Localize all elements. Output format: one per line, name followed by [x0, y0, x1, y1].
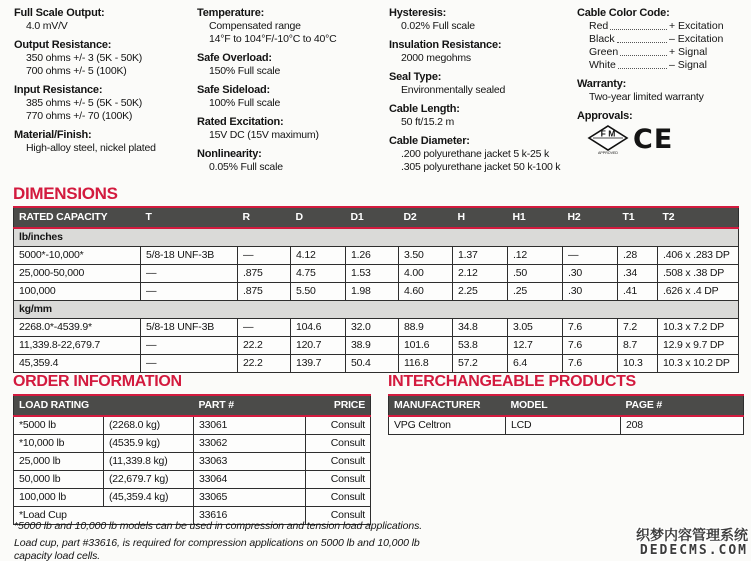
wire-color: White — [589, 59, 616, 71]
spec-label: Safe Sideload: — [197, 84, 270, 96]
spec-value: 4.0 mV/V — [26, 20, 68, 32]
table-cell: .28 — [618, 247, 658, 265]
spec-label: Material/Finish: — [14, 129, 92, 141]
spec-label: Warranty: — [577, 78, 627, 90]
order-information-title: ORDER INFORMATION — [13, 373, 182, 390]
spec-label: Cable Color Code: — [577, 7, 670, 19]
spec-label: Full Scale Output: — [14, 7, 105, 19]
cable-color-row — [589, 59, 743, 72]
col-header: H — [453, 207, 508, 228]
table-cell: 104.6 — [291, 319, 346, 337]
table-cell: 10.3 — [618, 355, 658, 373]
table-cell: VPG Celtron — [389, 416, 506, 435]
table-cell: .50 — [508, 265, 563, 283]
table-cell: 12.7 — [508, 337, 563, 355]
spec-label: Nonlinearity: — [197, 148, 262, 160]
spec-value: .200 polyurethane jacket 5 k-25 k — [401, 148, 550, 160]
interchangeable-products-title: INTERCHANGEABLE PRODUCTS — [388, 373, 636, 390]
spec-value: 0.02% Full scale — [401, 20, 475, 32]
cable-color-row — [589, 33, 743, 46]
dotted-leader — [620, 55, 667, 56]
table-cell: 8.7 — [618, 337, 658, 355]
spec-value: Compensated range — [209, 20, 301, 32]
order-table-body — [14, 416, 371, 525]
table-cell: 5.50 — [291, 283, 346, 301]
table-cell: 7.6 — [563, 337, 618, 355]
table-cell: .406 x .283 DP — [658, 247, 739, 265]
spec-label: Insulation Resistance: — [389, 39, 502, 51]
table-cell: .30 — [563, 265, 618, 283]
footnote: Load cup, part #33616, is required for compression applications on 5000 lb and 10,000 lb capacity load cells. — [14, 537, 420, 561]
table-cell: 12.9 x 9.7 DP — [658, 337, 739, 355]
table-cell: .508 x .38 DP — [658, 265, 739, 283]
table-cell: — — [141, 265, 238, 283]
table-cell: (11,339.8 kg) — [104, 453, 194, 471]
table-cell: .41 — [618, 283, 658, 301]
table-row — [14, 319, 739, 337]
specs-section — [14, 6, 747, 179]
order-table-header — [14, 395, 371, 416]
spec-label: Cable Diameter: — [389, 135, 470, 147]
table-cell: 33064 — [194, 471, 306, 489]
table-cell: Consult — [306, 507, 371, 525]
dimensions-group-kg-mm — [14, 301, 739, 373]
fm-approved-icon — [587, 125, 629, 155]
table-cell: 25,000-50,000 — [14, 265, 141, 283]
footnotes — [14, 520, 452, 561]
spec-insulation-resistance — [389, 38, 577, 65]
table-cell: *Load Cup — [14, 507, 104, 525]
spec-value: 100% Full scale — [209, 97, 281, 109]
table-row — [14, 283, 739, 301]
col-header: PAGE # — [621, 395, 744, 416]
unit-band-label: kg/mm — [14, 301, 739, 319]
table-row — [14, 435, 371, 453]
table-cell: 100,000 — [14, 283, 141, 301]
table-cell: .34 — [618, 265, 658, 283]
spec-safe-sideload — [197, 83, 389, 110]
table-cell: 4.75 — [291, 265, 346, 283]
col-header: R — [238, 207, 291, 228]
spec-cable-color-code — [577, 6, 743, 72]
table-row — [389, 416, 744, 435]
table-cell: .875 — [238, 265, 291, 283]
spec-material-finish — [14, 128, 197, 155]
table-cell: 22.2 — [238, 355, 291, 373]
order-information-table — [13, 394, 371, 525]
table-cell: 4.60 — [399, 283, 453, 301]
table-cell: 53.8 — [453, 337, 508, 355]
spec-temperature — [197, 6, 389, 46]
table-cell: 25,000 lb — [14, 453, 104, 471]
bottom-tables-row — [13, 372, 743, 525]
spec-value: High-alloy steel, nickel plated — [26, 142, 156, 154]
table-cell: 10.3 x 7.2 DP — [658, 319, 739, 337]
col-header: D1 — [346, 207, 399, 228]
spec-value: 700 ohms +/- 5 (100K) — [26, 65, 127, 77]
table-cell: 3.50 — [399, 247, 453, 265]
table-cell: 33062 — [194, 435, 306, 453]
spec-value: 350 ohms +/- 3 (5K - 50K) — [26, 52, 143, 64]
dotted-leader — [618, 68, 667, 69]
dotted-leader — [610, 29, 667, 30]
table-cell: .25 — [508, 283, 563, 301]
table-cell: 1.26 — [346, 247, 399, 265]
col-header: H2 — [563, 207, 618, 228]
table-cell: 57.2 — [453, 355, 508, 373]
dedecms-watermark — [636, 527, 748, 558]
col-header: T1 — [618, 207, 658, 228]
table-cell: 33065 — [194, 489, 306, 507]
dimensions-section — [13, 184, 738, 373]
unit-band-label: lb/inches — [14, 228, 739, 247]
table-row — [14, 416, 371, 435]
table-cell: 7.6 — [563, 355, 618, 373]
spec-label: Seal Type: — [389, 71, 442, 83]
spec-value: Environmentally sealed — [401, 84, 506, 96]
spec-value: 385 ohms +/- 5 (5K - 50K) — [26, 97, 143, 109]
wire-color: Green — [589, 46, 619, 58]
spec-value: .305 polyurethane jacket 50 k-100 k — [401, 161, 561, 173]
table-cell: 100,000 lb — [14, 489, 104, 507]
table-cell: .875 — [238, 283, 291, 301]
spec-seal-type — [389, 70, 577, 97]
table-cell: (22,679.7 kg) — [104, 471, 194, 489]
table-row — [14, 355, 739, 373]
table-cell: .30 — [563, 283, 618, 301]
ce-mark-icon: CE — [633, 124, 674, 155]
cable-color-row — [589, 20, 743, 33]
table-cell: *5000 lb — [14, 416, 104, 435]
wire-color: Black — [589, 33, 615, 45]
table-cell: 139.7 — [291, 355, 346, 373]
table-cell: 4.00 — [399, 265, 453, 283]
table-cell: 33616 — [194, 507, 306, 525]
spec-full-scale-output — [14, 6, 197, 33]
table-cell: 10.3 x 10.2 DP — [658, 355, 739, 373]
dimensions-group-lb-inches — [14, 228, 739, 301]
header-row — [14, 207, 739, 228]
spec-value: 0.05% Full scale — [209, 161, 283, 173]
spec-rated-excitation — [197, 115, 389, 142]
table-cell: — — [238, 247, 291, 265]
spec-hysteresis — [389, 6, 577, 33]
header-row — [14, 395, 371, 416]
spec-nonlinearity — [197, 147, 389, 174]
table-cell: 1.37 — [453, 247, 508, 265]
col-header: D — [291, 207, 346, 228]
dimensions-table — [13, 206, 739, 373]
interchangeable-products-table — [388, 394, 744, 435]
dimensions-table-header — [14, 207, 739, 228]
table-cell: 7.2 — [618, 319, 658, 337]
table-cell: 2.12 — [453, 265, 508, 283]
table-cell: 2.25 — [453, 283, 508, 301]
col-header: T2 — [658, 207, 739, 228]
table-cell: 120.7 — [291, 337, 346, 355]
spec-value: 150% Full scale — [209, 65, 281, 77]
spec-label: Hysteresis: — [389, 7, 447, 19]
table-cell: *10,000 lb — [14, 435, 104, 453]
spec-value: 14°F to 104°F/-10°C to 40°C — [209, 33, 337, 45]
col-header: MANUFACTURER — [389, 395, 506, 416]
table-cell: Consult — [306, 489, 371, 507]
specs-column-3 — [389, 6, 577, 179]
col-header: RATED CAPACITY — [14, 207, 141, 228]
spec-label: Safe Overload: — [197, 52, 272, 64]
interchangeable-table-header — [389, 395, 744, 416]
table-cell: 38.9 — [346, 337, 399, 355]
spec-cable-diameter — [389, 134, 577, 174]
table-cell: 1.98 — [346, 283, 399, 301]
table-cell: — — [238, 319, 291, 337]
table-cell: .12 — [508, 247, 563, 265]
table-cell: 4.12 — [291, 247, 346, 265]
table-cell: 33063 — [194, 453, 306, 471]
table-cell: 208 — [621, 416, 744, 435]
col-header: PRICE — [306, 395, 371, 416]
wire-function: + Signal — [669, 46, 708, 58]
spec-value: 2000 megohms — [401, 52, 471, 64]
spec-safe-overload — [197, 51, 389, 78]
spec-cable-length — [389, 102, 577, 129]
unit-band-row — [14, 228, 739, 247]
table-cell: 88.9 — [399, 319, 453, 337]
header-row — [389, 395, 744, 416]
table-row — [14, 471, 371, 489]
col-header: D2 — [399, 207, 453, 228]
col-header: PART # — [194, 395, 306, 416]
spec-output-resistance — [14, 38, 197, 78]
table-cell: 5000*-10,000* — [14, 247, 141, 265]
dotted-leader — [617, 42, 667, 43]
table-row — [14, 489, 371, 507]
spec-label: Cable Length: — [389, 103, 460, 115]
spec-label: Temperature: — [197, 7, 265, 19]
unit-band-row — [14, 301, 739, 319]
table-cell: 34.8 — [453, 319, 508, 337]
spec-input-resistance — [14, 83, 197, 123]
table-cell: 11,339.8-22,679.7 — [14, 337, 141, 355]
spec-label: Approvals: — [577, 110, 633, 122]
spec-label: Output Resistance: — [14, 39, 112, 51]
col-header: LOAD RATING — [14, 395, 194, 416]
table-cell: (4535.9 kg) — [104, 435, 194, 453]
table-row — [14, 453, 371, 471]
table-row — [14, 337, 739, 355]
table-cell: 1.53 — [346, 265, 399, 283]
watermark-chinese-text: 织梦内容管理系统 — [636, 527, 748, 543]
table-cell: 33061 — [194, 416, 306, 435]
wire-function: + Excitation — [669, 20, 724, 32]
col-header: H1 — [508, 207, 563, 228]
spec-value: 770 ohms +/- 70 (100K) — [26, 110, 133, 122]
table-cell: 116.8 — [399, 355, 453, 373]
table-cell: 50,000 lb — [14, 471, 104, 489]
table-cell: Consult — [306, 453, 371, 471]
specs-column-4 — [577, 6, 743, 179]
specs-column-1 — [14, 6, 197, 179]
wire-function: – Excitation — [669, 33, 724, 45]
wire-function: – Signal — [669, 59, 707, 71]
interchangeable-table-body — [389, 416, 744, 435]
spec-label: Input Resistance: — [14, 84, 103, 96]
table-cell: 2268.0*-4539.9* — [14, 319, 141, 337]
table-cell: — — [141, 355, 238, 373]
svg-text:F M: F M — [600, 128, 616, 139]
wire-color: Red — [589, 20, 609, 32]
spec-value: 15V DC (15V maximum) — [209, 129, 319, 141]
table-row — [14, 265, 739, 283]
spec-label: Rated Excitation: — [197, 116, 284, 128]
table-cell: Consult — [306, 416, 371, 435]
table-cell: 3.05 — [508, 319, 563, 337]
spec-value: 50 ft/15.2 m — [401, 116, 455, 128]
order-information-section — [13, 372, 370, 525]
spec-value: Two-year limited warranty — [589, 91, 704, 103]
table-cell: — — [563, 247, 618, 265]
table-cell: 6.4 — [508, 355, 563, 373]
table-cell: 22.2 — [238, 337, 291, 355]
spec-approvals — [577, 109, 743, 155]
spec-warranty — [577, 77, 743, 104]
table-cell: Consult — [306, 471, 371, 489]
table-cell: 5/8-18 UNF-3B — [141, 247, 238, 265]
table-cell: .626 x .4 DP — [658, 283, 739, 301]
col-header: T — [141, 207, 238, 228]
approvals-logos — [587, 125, 743, 155]
interchangeable-products-section — [388, 372, 743, 525]
footnote: *5000 lb and 10,000 lb models can be used in compression and tension load applications. — [14, 520, 423, 532]
table-cell: 5/8-18 UNF-3B — [141, 319, 238, 337]
specs-column-2 — [197, 6, 389, 179]
table-cell: Consult — [306, 435, 371, 453]
table-cell: 45,359.4 — [14, 355, 141, 373]
dimensions-title: DIMENSIONS — [13, 184, 118, 203]
table-cell: (2268.0 kg) — [104, 416, 194, 435]
table-cell: — — [141, 337, 238, 355]
table-cell: (45,359.4 kg) — [104, 489, 194, 507]
table-cell: 50.4 — [346, 355, 399, 373]
table-cell: 7.6 — [563, 319, 618, 337]
table-cell: LCD — [506, 416, 621, 435]
col-header: MODEL — [506, 395, 621, 416]
table-cell: 32.0 — [346, 319, 399, 337]
table-row — [14, 247, 739, 265]
table-cell: — — [141, 283, 238, 301]
watermark-url-text: DEDECMS.COM — [639, 543, 748, 558]
table-cell: 101.6 — [399, 337, 453, 355]
svg-text:APPROVED: APPROVED — [598, 151, 618, 155]
cable-color-row — [589, 46, 743, 59]
